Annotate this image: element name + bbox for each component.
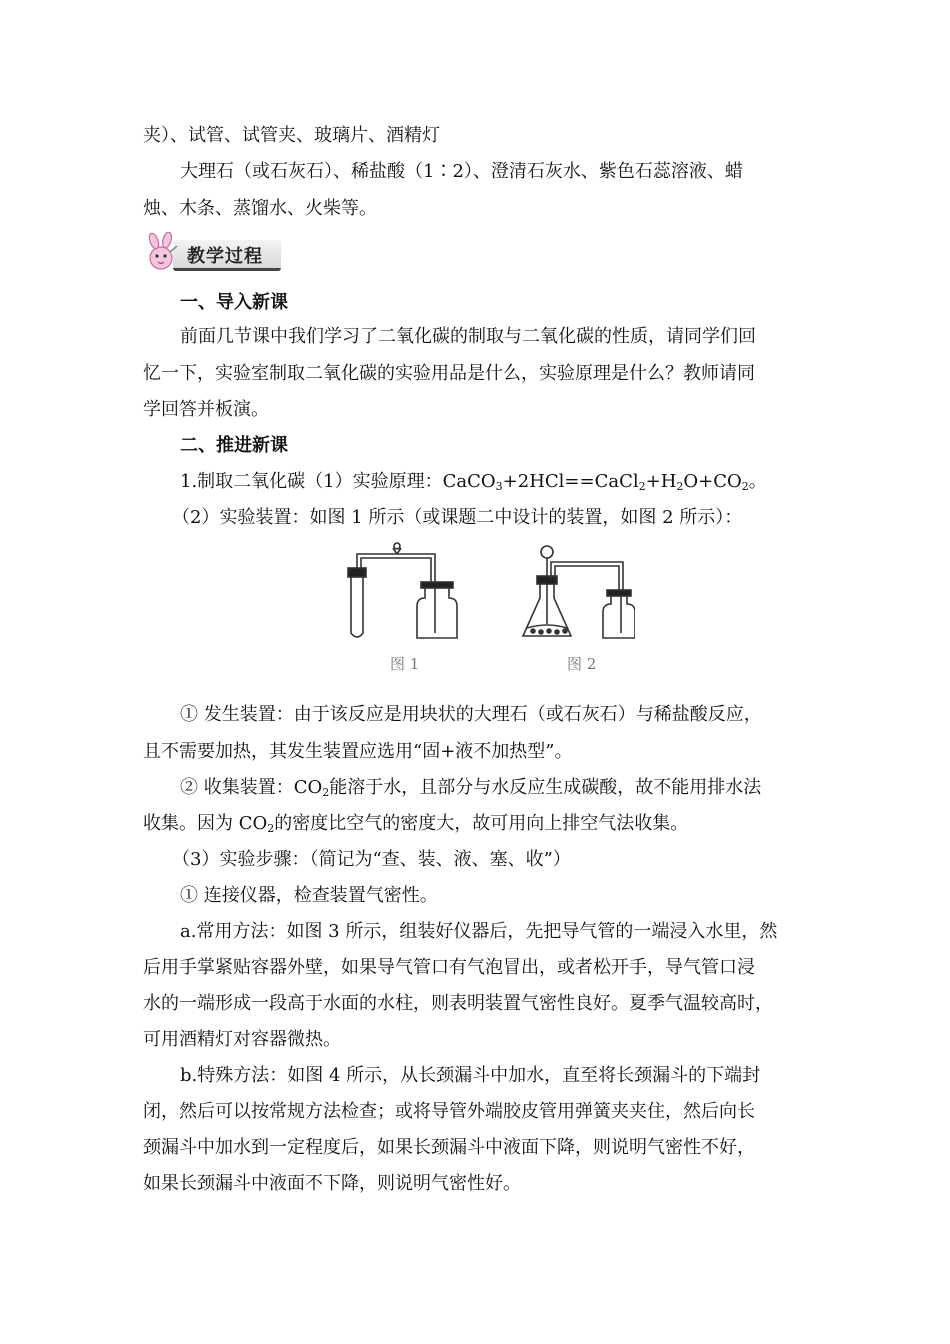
paragraph-line: 夹）、试管、试管夹、玻璃片、酒精灯: [143, 125, 440, 146]
paragraph-line: 可用酒精灯对容器微热。: [143, 1029, 341, 1050]
apparatus-figure: [335, 538, 635, 678]
paragraph-line: ① 发生装置：由于该反应是用块状的大理石（或石灰石）与稀盐酸反应，: [180, 704, 762, 725]
banner-label: 教学过程: [187, 246, 263, 267]
apparatus-diagram: [335, 538, 635, 648]
paragraph-line: a.常用方法：如图 3 所示，组装好仪器后，先把导气管的一端浸入水里，然: [180, 921, 778, 942]
paragraph-line: 水的一端形成一段高于水面的水柱，则表明装置气密性良好。夏季气温较高时，: [143, 993, 773, 1014]
paragraph-line: 收集。因为 $CO_2$的密度比空气的密度大，故可用向上排空气法收集。: [143, 813, 689, 835]
equation-line: 1.制取二氧化碳（1）实验原理：$CaCO_3+2HCl==CaCl_2+H_2O+CO_2$。: [180, 471, 767, 493]
section-heading: 一、导入新课: [180, 292, 288, 313]
paragraph-line: b.特殊方法：如图 4 所示，从长颈漏斗中加水，直至将长颈漏斗的下端封: [180, 1065, 761, 1086]
paragraph-line: 且不需要加热，其发生装置应选用“固+液不加热型”。: [143, 741, 573, 762]
paragraph-line: 颈漏斗中加水到一定程度后，如果长颈漏斗中液面下降，则说明气密性不好，: [143, 1137, 755, 1158]
paragraph-line: 大理石（或石灰石）、稀盐酸（1∶2）、澄清石灰水、紫色石蕊溶液、蜡: [180, 161, 743, 182]
paragraph-line: （3）实验步骤：（简记为“查、装、液、塞、收”）: [172, 849, 571, 870]
paragraph-line: ① 连接仪器，检查装置气密性。: [180, 885, 438, 906]
paragraph-line: 忆一下，实验室制取二氧化碳的实验用品是什么，实验原理是什么？教师请同: [143, 363, 755, 384]
figure-2-apparatus: [523, 546, 635, 638]
paragraph-line: 前面几节课中我们学习了二氧化碳的制取与二氧化碳的性质，请同学们回: [180, 326, 756, 347]
section-banner: [143, 232, 285, 272]
paragraph-line: 学回答并板演。: [143, 399, 269, 420]
figure-1-apparatus: [348, 543, 457, 638]
paragraph-line: 后用手掌紧贴容器外壁，如果导气管口有气泡冒出，或者松开手，导气管口浸: [143, 957, 755, 978]
figure-caption: 图 1: [390, 655, 420, 673]
section-heading: 二、推进新课: [180, 435, 288, 456]
paragraph-line: ② 收集装置：$CO_2$能溶于水，且部分与水反应生成碳酸，故不能用排水法: [180, 777, 762, 799]
paragraph-line: （2）实验装置：如图 1 所示（或课题二中设计的装置，如图 2 所示）：: [172, 507, 743, 528]
paragraph-line: 如果长颈漏斗中液面不下降，则说明气密性好。: [143, 1173, 521, 1194]
paragraph-line: 闭，然后可以按常规方法检查；或将导管外端胶皮管用弹簧夹夹住，然后向长: [143, 1101, 755, 1122]
figure-caption: 图 2: [567, 655, 597, 673]
paragraph-line: 烛、木条、蒸馏水、火柴等。: [143, 198, 377, 219]
rabbit-mascot-icon: [143, 232, 191, 274]
